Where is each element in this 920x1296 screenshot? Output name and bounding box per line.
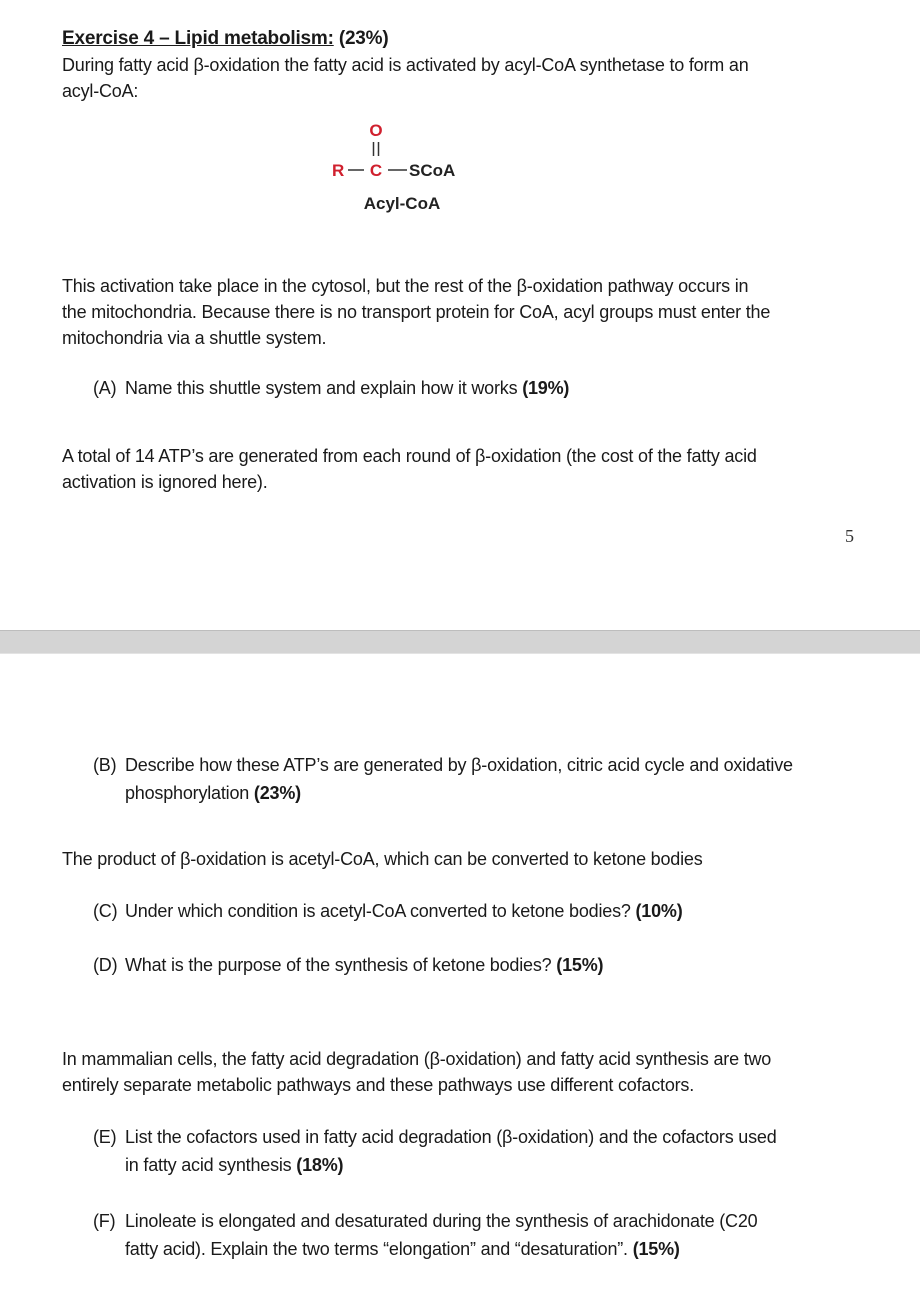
question-c-weight: (10%)	[635, 901, 683, 921]
para4-line-2: entirely separate metabolic pathways and these pathways use different cofactors.	[62, 1075, 695, 1095]
question-e-label: (E)	[93, 1127, 117, 1147]
question-d	[93, 951, 873, 979]
question-d-label: (D)	[93, 955, 118, 975]
question-b	[93, 751, 893, 807]
question-b-line-1: Describe how these ATP’s are generated by β-oxidation, citric acid cycle and oxidative	[125, 755, 793, 775]
question-d-weight: (15%)	[556, 955, 604, 975]
question-f-label: (F)	[93, 1211, 116, 1231]
question-a-label: (A)	[93, 378, 117, 398]
question-b-line-2: phosphorylation	[125, 783, 250, 803]
para1-line-3: mitochondria via a shuttle system.	[62, 328, 327, 348]
para1-line-2: the mitochondria. Because there is no transport protein for CoA, acyl groups must enter the	[62, 302, 771, 322]
page-separator	[0, 630, 920, 654]
question-f	[93, 1207, 893, 1263]
acyl-coa-structure	[325, 118, 495, 218]
para1-line-1: This activation take place in the cytosol, but the rest of the β-oxidation pathway occurs in	[62, 276, 749, 296]
question-a-text: Name this shuttle system and explain how it works	[125, 378, 518, 398]
para2-line-2: activation is ignored here).	[62, 472, 268, 492]
exercise-weight: (23%)	[338, 28, 389, 49]
question-b-label: (B)	[93, 755, 117, 775]
question-c-label: (C)	[93, 901, 118, 921]
question-e	[93, 1123, 893, 1179]
intro-line-1: During fatty acid β-oxidation the fatty acid is activated by acyl-CoA synthetase to form an	[62, 55, 749, 75]
question-e-line-2: in fatty acid synthesis	[125, 1155, 292, 1175]
page-number: 5	[845, 526, 854, 546]
structure-caption: Acyl-CoA	[363, 194, 441, 213]
question-e-line-1: List the cofactors used in fatty acid degradation (β-oxidation) and the cofactors used	[125, 1127, 777, 1147]
exercise-title-text: Exercise 4 – Lipid metabolism:	[62, 28, 334, 49]
question-f-weight: (15%)	[632, 1239, 680, 1259]
question-c-text: Under which condition is acetyl-CoA converted to ketone bodies?	[125, 901, 631, 921]
intro-line-2: acyl-CoA:	[62, 81, 139, 101]
oxygen-atom: O	[369, 121, 383, 140]
exercise-title	[62, 26, 389, 52]
question-d-text: What is the purpose of the synthesis of ketone bodies?	[125, 955, 552, 975]
para4-line-1: In mammalian cells, the fatty acid degradation (β-oxidation) and fatty acid synthesis are two	[62, 1049, 772, 1069]
document-page-1	[0, 0, 920, 630]
question-e-weight: (18%)	[296, 1155, 344, 1175]
para3: The product of β-oxidation is acetyl-CoA, which can be converted to ketone bodies	[62, 849, 703, 869]
para2-line-1: A total of 14 ATP’s are generated from each round of β-oxidation (the cost of the fatty acid	[62, 446, 757, 466]
document-page-2	[0, 654, 920, 1296]
r-group: R	[332, 161, 345, 180]
question-f-line-1: Linoleate is elongated and desaturated during the synthesis of arachidonate (C20	[125, 1211, 758, 1231]
scoa-group: SCoA	[409, 161, 456, 180]
question-f-line-2: fatty acid). Explain the two terms “elongation” and “desaturation”.	[125, 1239, 628, 1259]
carbon-atom: C	[369, 161, 383, 180]
question-a	[93, 374, 873, 402]
question-b-weight: (23%)	[253, 783, 301, 803]
question-a-weight: (19%)	[522, 378, 570, 398]
question-c	[93, 897, 873, 925]
